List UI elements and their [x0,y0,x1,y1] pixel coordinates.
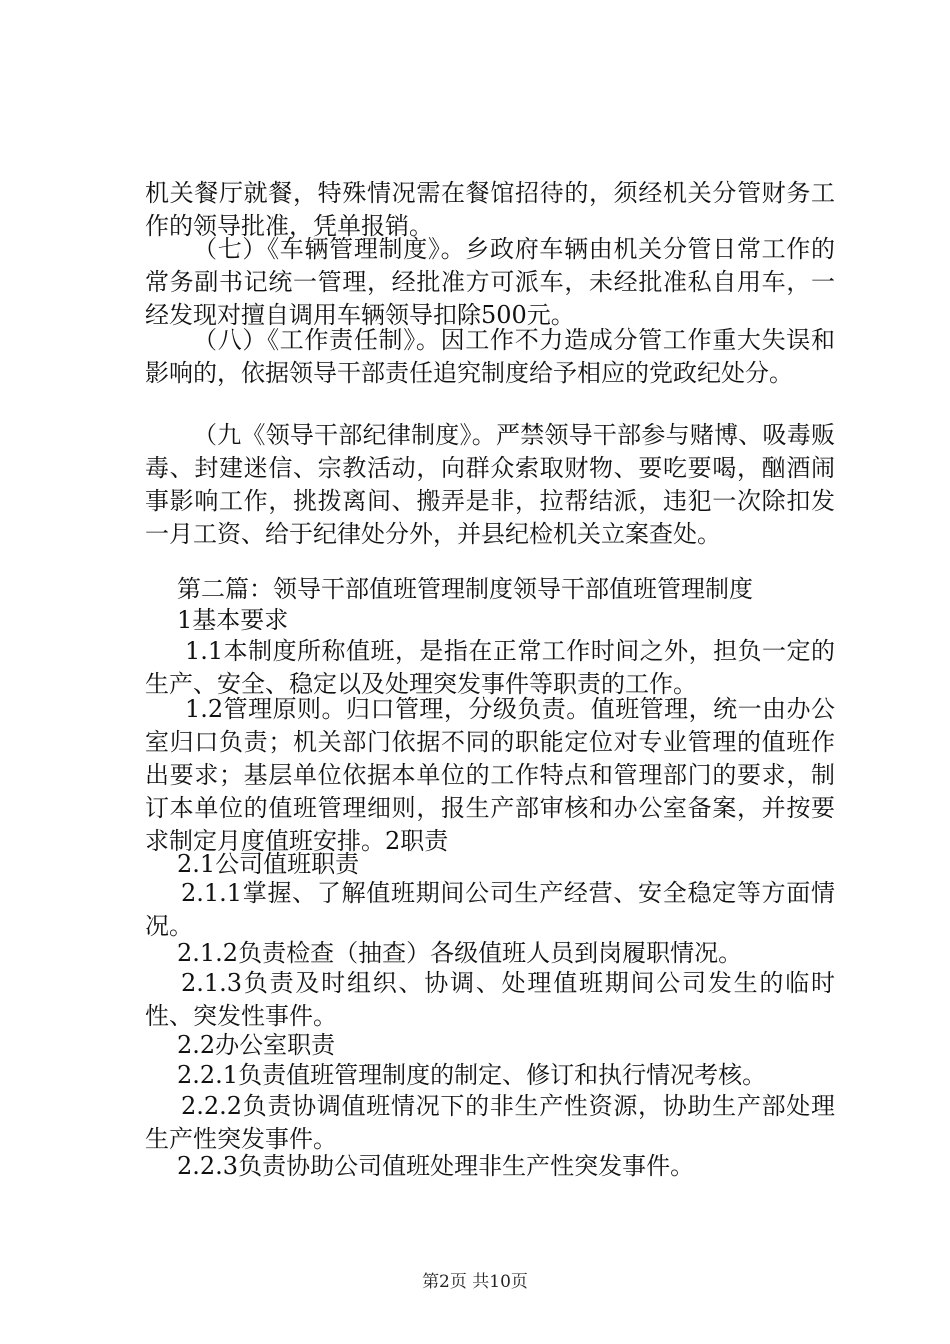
heading-basic-requirements: 1基本要求 [177,606,289,634]
paragraph-1-2: 1.2管理原则。归口管理，分级负责。值班管理，统一由办公室归口负责；机关部门依据不同的职能定位对专业管理的值班作出要求；基层单位依据本单位的工作特点和管理部门的要求，制订本单位的值班管理细则，报生产部审核和办公室备案，并按要求制定月度值班安排。2职责 [145,695,835,855]
page-number-footer: 第2页 共10页 [422,1272,528,1292]
heading-2-1: 2.1公司值班职责 [177,850,360,878]
paragraph-2-2-2: 2.2.2负责协调值班情况下的非生产性资源，协助生产部处理生产性突发事件。 [145,1092,835,1153]
paragraph-2-1-3: 2.1.3负责及时组织、协调、处理值班期间公司发生的临时性、突发性事件。 [145,969,835,1030]
paragraph-2-2-1: 2.2.1负责值班管理制度的制定、修订和执行情况考核。 [177,1061,767,1089]
paragraph-vehicle: （七）《车辆管理制度》。乡政府车辆由机关分管日常工作的常务副书记统一管理，经批准方可派车，未经批准私自用车，一经发现对擅自调用车辆领导扣除500元。 [145,235,835,329]
paragraph-dining: 机关餐厅就餐，特殊情况需在餐馆招待的，须经机关分管财务工作的领导批准，凭单报销。 [145,179,835,240]
paragraph-1-1: 1.1本制度所称值班，是指在正常工作时间之外，担负一定的生产、安全、稳定以及处理突发事件等职责的工作。 [145,637,835,698]
paragraph-discipline: （九《领导干部纪律制度》。严禁领导干部参与赌博、吸毒贩毒、封建迷信、宗教活动，向群众索取财物、要吃要喝，酗酒闹事影响工作，挑拨离间、搬弄是非，拉帮结派，违犯一次除扣发一月工资、给于纪律处分外，并县纪检机关立案查处。 [145,421,835,548]
paragraph-2-1-2: 2.1.2负责检查（抽查）各级值班人员到岗履职情况。 [177,939,743,967]
paragraph-2-2-3: 2.2.3负责协助公司值班处理非生产性突发事件。 [177,1152,695,1180]
paragraph-2-1-1: 2.1.1掌握、了解值班期间公司生产经营、安全稳定等方面情况。 [145,879,835,940]
paragraph-responsibility: （八）《工作责任制》。因工作不力造成分管工作重大失误和影响的，依据领导干部责任追究制度给予相应的党政纪处分。 [145,326,835,387]
heading-2-2: 2.2办公室职责 [177,1031,336,1059]
section-title: 第二篇：领导干部值班管理制度领导干部值班管理制度 [177,575,753,603]
